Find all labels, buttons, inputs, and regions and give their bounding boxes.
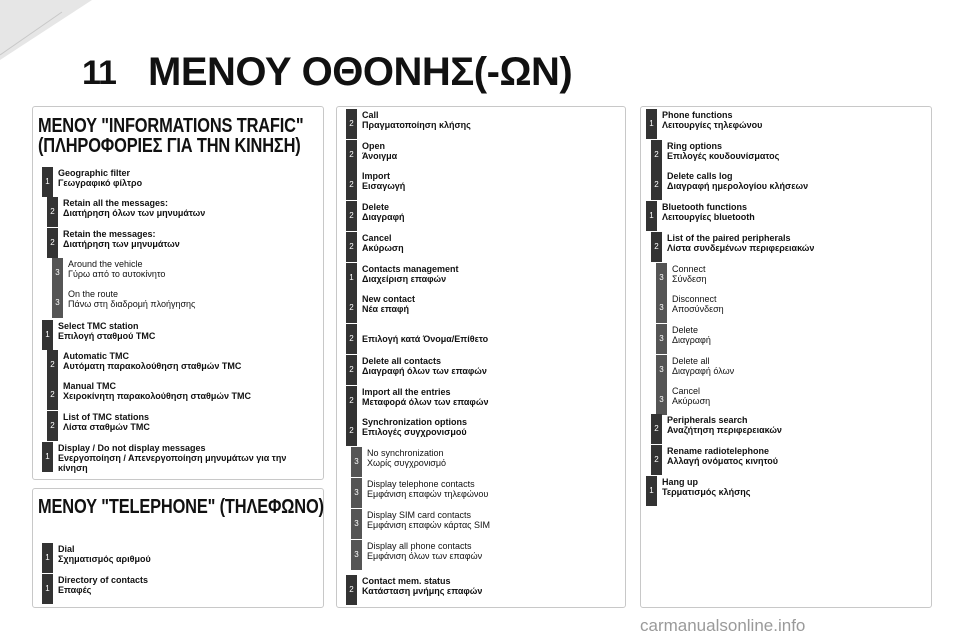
menu-item-greek: Διαχείριση επαφών — [362, 274, 447, 284]
telephone-section-title: ΜΕΝΟΥ "TELEPHONE" (ΤΗΛΕΦΩΝΟ) — [38, 496, 324, 518]
level-badge: 1 — [646, 476, 657, 506]
menu-item-label — [362, 294, 612, 314]
menu-item-english: Connect — [672, 264, 706, 274]
menu-item-english: Geographic filter — [58, 168, 131, 178]
menu-item-english: On the route — [68, 289, 119, 299]
level-badge: 2 — [651, 170, 662, 200]
menu-item-greek: Επιλογές κουδουνίσματος — [667, 151, 780, 161]
menu-item-english: Peripherals search — [667, 415, 748, 425]
menu-item-label — [362, 264, 612, 284]
menu-item-greek: Εμφάνιση όλων των επαφών — [367, 551, 483, 561]
menu-item-english: Rename radiotelephone — [667, 446, 770, 456]
menu-item-english: Retain the messages: — [63, 229, 156, 239]
level-badge: 3 — [656, 293, 667, 323]
menu-item-label — [63, 351, 313, 371]
level-badge: 2 — [346, 575, 357, 605]
menu-item-english: New contact — [362, 294, 416, 304]
menu-item-greek: Επαφές — [58, 585, 92, 595]
menu-item-english: Manual TMC — [63, 381, 116, 391]
menu-item-english: Directory of contacts — [58, 575, 149, 585]
menu-item-english: Call — [362, 110, 379, 120]
level-badge: 2 — [346, 324, 357, 354]
menu-item-greek: Επιλογές συγχρονισμού — [362, 427, 467, 437]
menu-item-english: Display SIM card contacts — [367, 510, 472, 520]
menu-item-label — [58, 443, 308, 473]
traffic-section-title-line2: (ΠΛΗΡΟΦΟΡΙΕΣ ΓΙΑ ΤΗΝ ΚΙΝΗΣΗ) — [38, 135, 301, 157]
menu-item-label — [662, 202, 912, 222]
menu-item-english: Delete all contacts — [362, 356, 442, 366]
menu-item-english: Import all the entries — [362, 387, 451, 397]
menu-item-english: Contact mem. status — [362, 576, 451, 586]
menu-item-greek: Διαγραφή — [672, 335, 711, 345]
menu-item-label — [362, 110, 612, 130]
level-badge: 2 — [651, 140, 662, 170]
menu-item-greek: Διατήρηση των μηνυμάτων — [63, 239, 180, 249]
chapter-number: 11 — [82, 54, 116, 92]
menu-item-greek: Νέα επαφή — [362, 304, 409, 314]
menu-item-greek: Χωρίς συγχρονισμό — [367, 458, 447, 468]
menu-item-greek: Κατάσταση μνήμης επαφών — [362, 586, 483, 596]
menu-item-label — [367, 510, 617, 530]
menu-item-greek: Λειτουργίες τηλεφώνου — [662, 120, 763, 130]
menu-item-english: Import — [362, 171, 390, 181]
menu-item-english: Cancel — [362, 233, 392, 243]
watermark: carmanualsonline.info — [640, 616, 806, 635]
level-badge: 2 — [47, 228, 58, 258]
level-badge: 2 — [651, 414, 662, 444]
menu-item-english: Phone functions — [662, 110, 733, 120]
menu-item-english: List of the paired peripherals — [667, 233, 791, 243]
menu-item-greek: Άνοιγμα — [362, 151, 398, 161]
menu-item-label — [672, 356, 922, 376]
menu-item-label — [362, 417, 612, 437]
menu-item-label — [362, 576, 612, 596]
menu-item-label — [68, 289, 318, 309]
menu-item-english: Retain all the messages: — [63, 198, 169, 208]
menu-item-english: Hang up — [662, 477, 698, 487]
level-badge: 2 — [47, 411, 58, 441]
menu-item-english: No synchronization — [367, 448, 444, 458]
level-badge: 2 — [346, 232, 357, 262]
menu-item-greek: Λειτουργίες bluetooth — [662, 212, 755, 222]
level-badge: 1 — [42, 574, 53, 604]
level-badge: 3 — [52, 288, 63, 318]
level-badge: 2 — [346, 109, 357, 139]
level-badge: 2 — [346, 293, 357, 323]
level-badge: 2 — [651, 232, 662, 262]
level-badge: 2 — [346, 170, 357, 200]
menu-item-greek: Αλλαγή ονόματος κινητού — [667, 456, 778, 466]
level-badge: 3 — [351, 509, 362, 539]
menu-item-label — [367, 448, 617, 468]
menu-item-english: Display telephone contacts — [367, 479, 475, 489]
page-title: ΜΕΝΟΥ ΟΘΟΝΗΣ(-ΩΝ) — [148, 50, 573, 94]
menu-item-greek: Διαγραφή όλων — [672, 366, 735, 376]
menu-item-label — [667, 171, 917, 191]
level-badge: 2 — [346, 140, 357, 170]
menu-item-label — [362, 171, 612, 191]
level-badge: 3 — [656, 324, 667, 354]
level-badge: 2 — [346, 386, 357, 416]
menu-item-greek: Διαγραφή — [362, 212, 405, 222]
menu-item-english: Disconnect — [672, 294, 717, 304]
level-badge: 1 — [646, 109, 657, 139]
menu-item-greek: Μεταφορά όλων των επαφών — [362, 397, 489, 407]
menu-item-english: Around the vehicle — [68, 259, 143, 269]
menu-item-label — [667, 446, 917, 466]
menu-item-label — [367, 541, 617, 561]
menu-item-label — [367, 479, 617, 499]
menu-item-greek: Πραγματοποίηση κλήσης — [362, 120, 471, 130]
menu-item-label — [667, 233, 917, 253]
menu-item-greek: Πάνω στη διαδρομή πλοήγησης — [68, 299, 196, 309]
menu-item-label — [362, 141, 612, 161]
menu-item-greek: Εμφάνιση επαφών κάρτας SIM — [367, 520, 491, 530]
menu-item-label — [362, 202, 612, 222]
menu-item-greek: Σύνδεση — [672, 274, 707, 284]
menu-item-greek: Σχηματισμός αριθμού — [58, 554, 151, 564]
menu-item-greek: Εμφάνιση επαφών τηλεφώνου — [367, 489, 489, 499]
menu-item-greek: Διαγραφή ημερολογίου κλήσεων — [667, 181, 809, 191]
menu-item-greek: Χειροκίνητη παρακολούθηση σταθμών TMC — [63, 391, 251, 401]
level-badge: 1 — [346, 263, 357, 293]
menu-item-english: Contacts management — [362, 264, 459, 274]
menu-item-label — [362, 233, 612, 253]
menu-item-greek: Διαγραφή όλων των επαφών — [362, 366, 487, 376]
menu-item-english: Delete — [362, 202, 390, 212]
menu-item-greek: Λίστα σταθμών TMC — [63, 422, 150, 432]
menu-item-english: Bluetooth functions — [662, 202, 747, 212]
menu-item-english: Automatic TMC — [63, 351, 129, 361]
level-badge: 3 — [351, 478, 362, 508]
level-badge: 2 — [47, 350, 58, 380]
menu-item-english: List of TMC stations — [63, 412, 149, 422]
level-badge: 3 — [52, 258, 63, 288]
menu-item-greek: Ακύρωση — [672, 396, 711, 406]
corner-decoration — [0, 0, 92, 92]
level-badge: 2 — [47, 380, 58, 410]
menu-item-english: Ring options — [667, 141, 722, 151]
menu-item-greek: Αποσύνδεση — [672, 304, 724, 314]
menu-item-label — [63, 381, 313, 401]
menu-item-label — [662, 110, 912, 130]
menu-item-label — [672, 264, 922, 284]
level-badge: 3 — [351, 447, 362, 477]
level-badge: 3 — [351, 540, 362, 570]
menu-item-english: Display / Do not display messages — [58, 443, 206, 453]
menu-item-greek: Γεωγραφικό φίλτρο — [58, 178, 143, 188]
menu-item-greek-line2: κίνηση — [58, 463, 88, 473]
menu-item-greek: Διατήρηση όλων των μηνυμάτων — [63, 208, 206, 218]
menu-item-greek: Αναζήτηση περιφερειακών — [667, 425, 782, 435]
menu-item-label — [362, 387, 612, 407]
menu-item-label — [58, 544, 308, 564]
menu-item-greek: Εισαγωγή — [362, 181, 406, 191]
menu-item-label — [58, 575, 308, 595]
menu-item-english: Select TMC station — [58, 321, 139, 331]
menu-item-label — [63, 198, 313, 218]
menu-item-english: Display all phone contacts — [367, 541, 472, 551]
menu-item-greek: Επιλογή σταθμού TMC — [58, 331, 156, 341]
level-badge: 2 — [346, 201, 357, 231]
level-badge: 1 — [42, 543, 53, 573]
menu-item-label — [58, 321, 308, 341]
menu-item-label — [672, 386, 922, 406]
menu-item-greek: Τερματισμός κλήσης — [662, 487, 751, 497]
menu-item-label — [58, 168, 308, 188]
level-badge: 2 — [346, 416, 357, 446]
level-badge: 1 — [42, 442, 53, 472]
menu-item-greek: Ενεργοποίηση / Απενεργοποίηση μηνυμάτων για την — [58, 453, 287, 463]
level-badge: 3 — [656, 355, 667, 385]
traffic-section-title-line1: ΜΕΝΟΥ "INFORMATIONS TRAFIC" — [38, 115, 304, 137]
menu-item-label — [362, 334, 612, 344]
level-badge: 1 — [42, 320, 53, 350]
menu-item-english: Επιλογή κατά Όνομα/Επίθετο — [362, 334, 489, 344]
menu-item-label — [68, 259, 318, 279]
menu-item-label — [63, 229, 313, 249]
level-badge: 2 — [651, 445, 662, 475]
menu-item-english: Delete calls log — [667, 171, 733, 181]
menu-item-english: Delete — [672, 325, 699, 335]
menu-item-label — [662, 477, 912, 497]
menu-item-english: Open — [362, 141, 386, 151]
menu-item-greek: Λίστα συνδεμένων περιφερειακών — [667, 243, 815, 253]
menu-item-english: Synchronization options — [362, 417, 467, 427]
menu-item-label — [672, 294, 922, 314]
menu-item-english: Dial — [58, 544, 75, 554]
level-badge: 3 — [656, 263, 667, 293]
menu-item-label — [362, 356, 612, 376]
level-badge: 2 — [47, 197, 58, 227]
menu-item-english: Delete all — [672, 356, 710, 366]
level-badge: 3 — [656, 385, 667, 415]
menu-item-greek: Γύρω από το αυτοκίνητο — [68, 269, 166, 279]
level-badge: 1 — [42, 167, 53, 197]
menu-item-greek: Ακύρωση — [362, 243, 404, 253]
menu-item-label — [667, 415, 917, 435]
menu-item-label — [672, 325, 922, 345]
menu-item-label — [63, 412, 313, 432]
menu-item-label — [667, 141, 917, 161]
level-badge: 2 — [346, 355, 357, 385]
menu-item-greek: Αυτόματη παρακολούθηση σταθμών TMC — [63, 361, 242, 371]
level-badge: 1 — [646, 201, 657, 231]
menu-item-english: Cancel — [672, 386, 701, 396]
